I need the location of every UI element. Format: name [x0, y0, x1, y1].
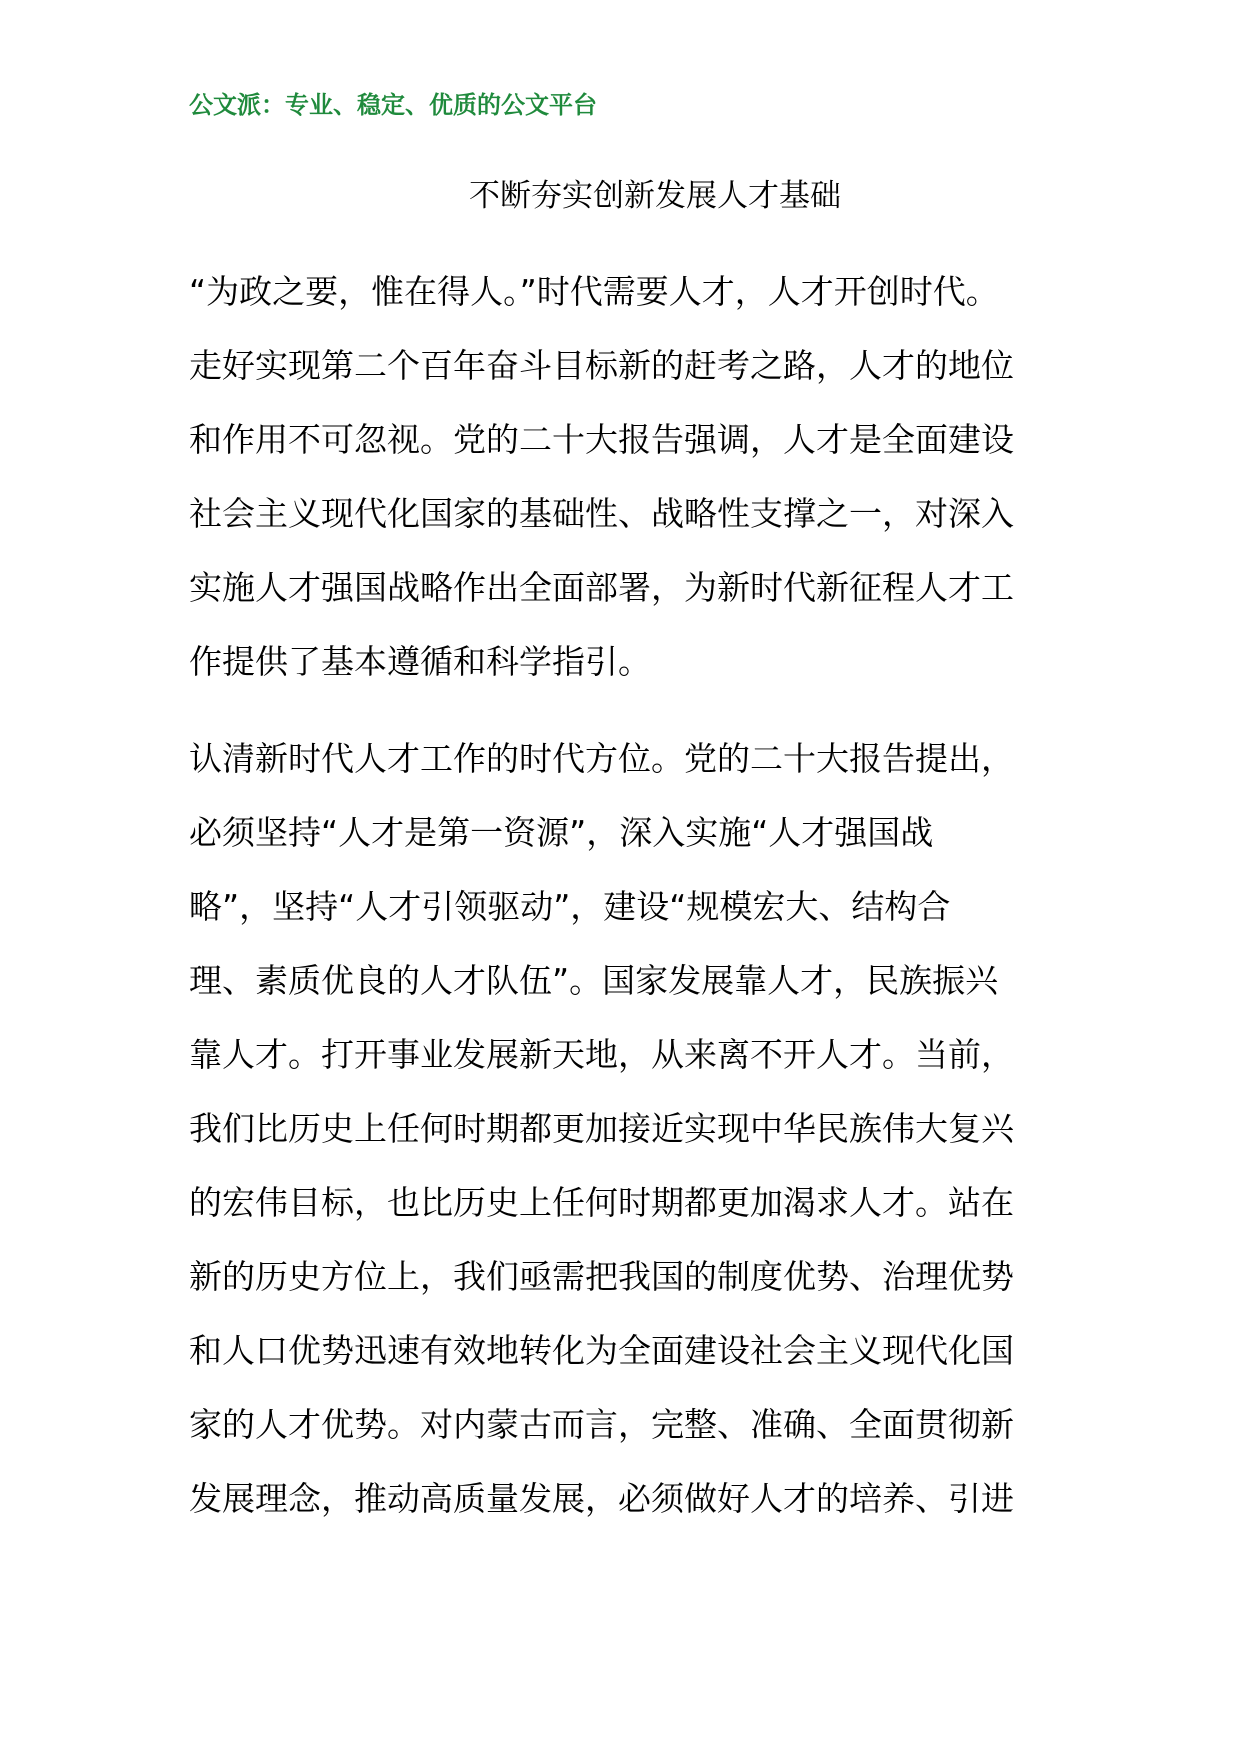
paragraph-line: 认清新时代人才工作的时代方位。党的二十大报告提出， — [189, 739, 1014, 778]
paragraph-line: 和作用不可忽视。党的二十大报告强调，人才是全面建设 — [189, 420, 1014, 459]
paragraph-line: “为政之要，惟在得人。”时代需要人才，人才开创时代。 — [189, 272, 999, 311]
paragraph-line: 略”，坚持“人才引领驱动”，建设“规模宏大、结构合 — [189, 887, 951, 926]
paragraph-line: 理、素质优良的人才队伍”。国家发展靠人才，民族振兴 — [189, 961, 999, 1000]
paragraph-line: 社会主义现代化国家的基础性、战略性支撑之一，对深入 — [189, 494, 1014, 533]
paragraph-intro — [189, 255, 1069, 699]
paragraph-line: 家的人才优势。对内蒙古而言，完整、准确、全面贯彻新 — [189, 1405, 1014, 1444]
paragraph-line: 新的历史方位上，我们亟需把我国的制度优势、治理优势 — [189, 1257, 1014, 1296]
paragraph-line: 实施人才强国战略作出全面部署，为新时代新征程人才工 — [189, 568, 1014, 607]
paragraph-line: 靠人才。打开事业发展新天地，从来离不开人才。当前， — [189, 1035, 1014, 1074]
paragraph-line: 必须坚持“人才是第一资源”，深入实施“人才强国战 — [189, 813, 934, 852]
paragraph-line: 我们比历史上任何时期都更加接近实现中华民族伟大复兴 — [189, 1109, 1014, 1148]
paragraph-section-1 — [189, 722, 1069, 1536]
paragraph-line: 发展理念，推动高质量发展，必须做好人才的培养、引进 — [189, 1479, 1014, 1518]
paragraph-line: 的宏伟目标，也比历史上任何时期都更加渴求人才。站在 — [189, 1183, 1014, 1222]
paragraph-line: 和人口优势迅速有效地转化为全面建设社会主义现代化国 — [189, 1331, 1014, 1370]
brand-header: 公文派：专业、稳定、优质的公文平台 — [189, 90, 597, 119]
document-title: 不断夯实创新发展人才基础 — [469, 178, 841, 214]
paragraph-line: 作提供了基本遵循和科学指引。 — [189, 642, 651, 681]
paragraph-line: 走好实现第二个百年奋斗目标新的赶考之路，人才的地位 — [189, 346, 1014, 385]
